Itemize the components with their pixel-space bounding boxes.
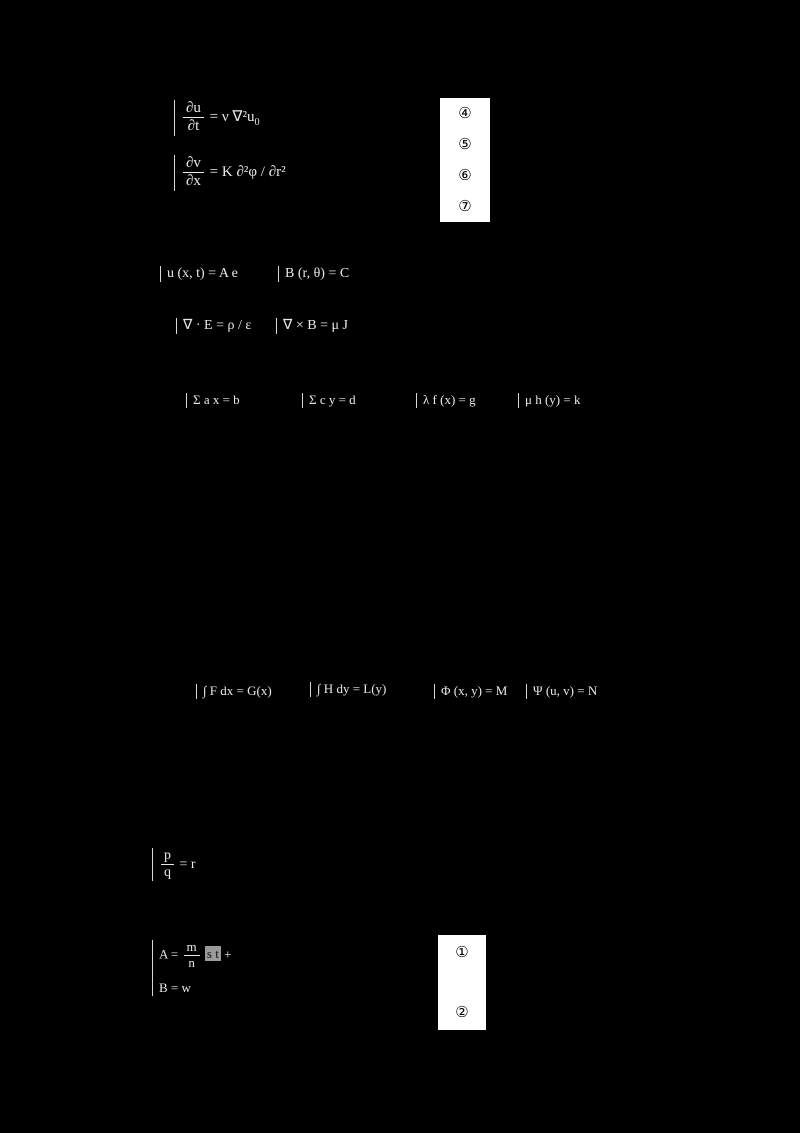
- equation-body: ∇ · E = ρ / ε: [183, 318, 252, 333]
- fraction-3: [161, 848, 174, 881]
- equation-body: u (x, t) = A e: [167, 266, 238, 281]
- equation-body: ∫ H dy = L(y): [317, 681, 387, 696]
- fraction-denominator: q: [164, 865, 171, 881]
- equation-block-9: [416, 393, 476, 408]
- fraction-2: [183, 155, 204, 191]
- equation-block-14: [526, 684, 597, 699]
- equation-body: = r: [179, 856, 196, 872]
- equation-block-11: [196, 684, 272, 699]
- equation-body: λ f (x) = g: [423, 392, 476, 407]
- equation-body: = ν ∇²u: [209, 109, 255, 126]
- equation-block-3: [160, 266, 238, 282]
- equation-body: Σ a x = b: [193, 392, 240, 407]
- equation-body: ∫ F dx = G(x): [203, 683, 272, 698]
- equation-body: μ h (y) = k: [525, 392, 581, 407]
- highlighted-run: s t: [206, 946, 219, 962]
- equation-second-line: B = w: [159, 979, 191, 995]
- equation-body: B (r, θ) = C: [285, 266, 350, 281]
- equation-block-12: [310, 682, 386, 697]
- fraction-denominator: ∂x: [186, 173, 201, 190]
- equation-block-10: [518, 393, 580, 408]
- marker-item: ⑥: [458, 167, 472, 184]
- fraction-numerator: ∂v: [183, 155, 204, 173]
- marker-column-top: [440, 98, 490, 222]
- equation-trailing: +: [224, 946, 232, 962]
- fraction-4: [184, 940, 200, 971]
- equation-block-7: [186, 393, 240, 408]
- equation-block-6: [276, 318, 348, 334]
- marker-item: ②: [455, 1004, 469, 1021]
- equation-lead: A =: [159, 946, 179, 962]
- equation-subscript: 0: [254, 117, 260, 129]
- fraction-numerator: ∂u: [183, 100, 204, 118]
- equation-block-16: [152, 940, 231, 996]
- equation-block-13: [434, 684, 507, 699]
- marker-item: ④: [458, 105, 472, 122]
- equation-body: ∇ × B = μ J: [283, 318, 348, 333]
- marker-column-bottom: [438, 935, 486, 1030]
- equation-block-5: [176, 318, 251, 334]
- equation-block-8: [302, 393, 356, 408]
- equation-body: Σ c y = d: [309, 392, 356, 407]
- marker-item: ⑦: [458, 198, 472, 215]
- equation-body: Ψ (u, v) = N: [533, 683, 598, 698]
- fraction-1: [183, 100, 204, 136]
- marker-item: ①: [455, 944, 469, 961]
- fraction-denominator: ∂t: [187, 118, 200, 135]
- equation-block-1: [174, 100, 260, 136]
- equation-block-4: [278, 266, 349, 282]
- marker-item: ⑤: [458, 136, 472, 153]
- equation-block-2: [174, 155, 286, 191]
- equation-body: Φ (x, y) = M: [441, 683, 508, 698]
- fraction-numerator: m: [184, 940, 200, 956]
- equation-body: = K ∂²φ / ∂r²: [209, 164, 286, 181]
- fraction-denominator: n: [188, 954, 195, 970]
- equation-block-15: [152, 848, 196, 881]
- fraction-numerator: p: [161, 848, 174, 865]
